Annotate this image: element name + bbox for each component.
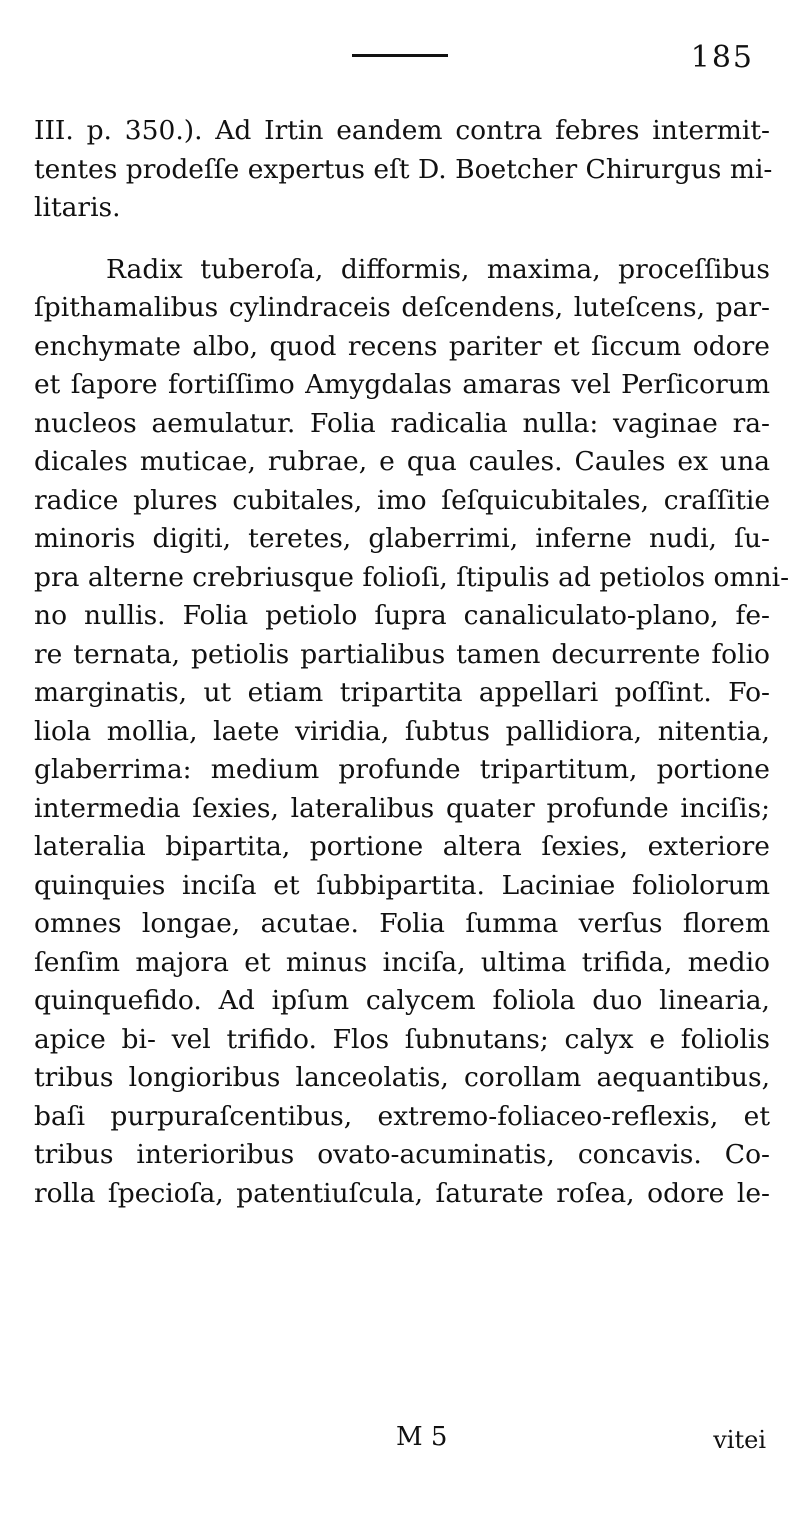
text-line: glaberrima: medium profunde tripartitum, portione xyxy=(34,754,770,785)
text-line: rolla ſpecioſa, patentiuſcula, ſaturate roſea, odore le- xyxy=(34,1177,770,1209)
text-line: lateralia bipartita, portione altera ſexies, exteriore xyxy=(34,831,770,862)
header-rule xyxy=(352,54,448,57)
text-line: omnes longae, acutae. Folia ſumma verſus florem xyxy=(34,908,770,939)
text-line: intermedia ſexies, lateralibus quater profunde inciſis; xyxy=(34,792,770,824)
page-number: 185 xyxy=(690,40,754,75)
text-line: tribus longioribus lanceolatis, corollam aequantibus, xyxy=(34,1062,770,1093)
text-line: tribus interioribus ovato-acuminatis, concavis. Co- xyxy=(34,1139,770,1170)
text-line: ſpithamalibus cylindraceis deſcendens, luteſcens, par- xyxy=(34,292,770,323)
catchword: vitei xyxy=(713,1426,766,1454)
text-line: et ſapore fortiſſimo Amygdalas amaras vel Perſicorum xyxy=(34,369,770,400)
text-line: pra alterne crebriusque folioſi, ſtipulis ad petiolos omni- xyxy=(34,561,790,593)
text-line: Radix tuberoſa, difformis, maxima, proceſſibus xyxy=(106,253,770,285)
text-line: quinquies inciſa et ſubbipartita. Laciniae foliolorum xyxy=(34,869,770,901)
text-line: tentes prodeſſe expertus eſt D. Boetcher Chirurgus mi- xyxy=(34,153,773,185)
text-line: dicales muticae, rubrae, e qua caules. Caules ex una xyxy=(34,446,770,477)
paragraph-gap xyxy=(34,228,770,251)
text-line: apice bi- vel trifido. Flos ſubnutans; calyx e foliolis xyxy=(34,1023,770,1055)
body-text xyxy=(34,112,790,1213)
text-line: no nullis. Folia petiolo ſupra canaliculato-plano, fe- xyxy=(34,600,770,631)
page-footer xyxy=(34,1422,770,1462)
text-line: liola mollia, laete viridia, ſubtus pallidiora, nitentia, xyxy=(34,715,770,747)
text-line: minoris digiti, teretes, glaberrimi, inferne nudi, ſu- xyxy=(34,523,770,554)
text-line: quinquefido. Ad ipſum calycem foliola duo linearia, xyxy=(34,985,770,1016)
text-line: litaris. xyxy=(34,192,121,223)
text-line: enchymate albo, quod recens pariter et ſiccum odore xyxy=(34,330,770,362)
text-line: III. p. 350.). Ad Irtin eandem contra febres intermit- xyxy=(34,115,770,146)
text-line: baſi purpuraſcentibus, extremo-foliaceo-reflexis, et xyxy=(34,1100,770,1132)
signature-mark: M 5 xyxy=(396,1422,448,1452)
text-line: radice plures cubitales, imo ſeſquicubitales, craſſitie xyxy=(34,484,770,516)
text-line: re ternata, petiolis partialibus tamen decurrente folio xyxy=(34,638,770,670)
text-line: ſenſim majora et minus inciſa, ultima trifida, medio xyxy=(34,946,770,978)
text-line: marginatis, ut etiam tripartita appellari poſſint. Fo- xyxy=(34,677,770,708)
text-line: nucleos aemulatur. Folia radicalia nulla: vaginae ra- xyxy=(34,407,770,439)
